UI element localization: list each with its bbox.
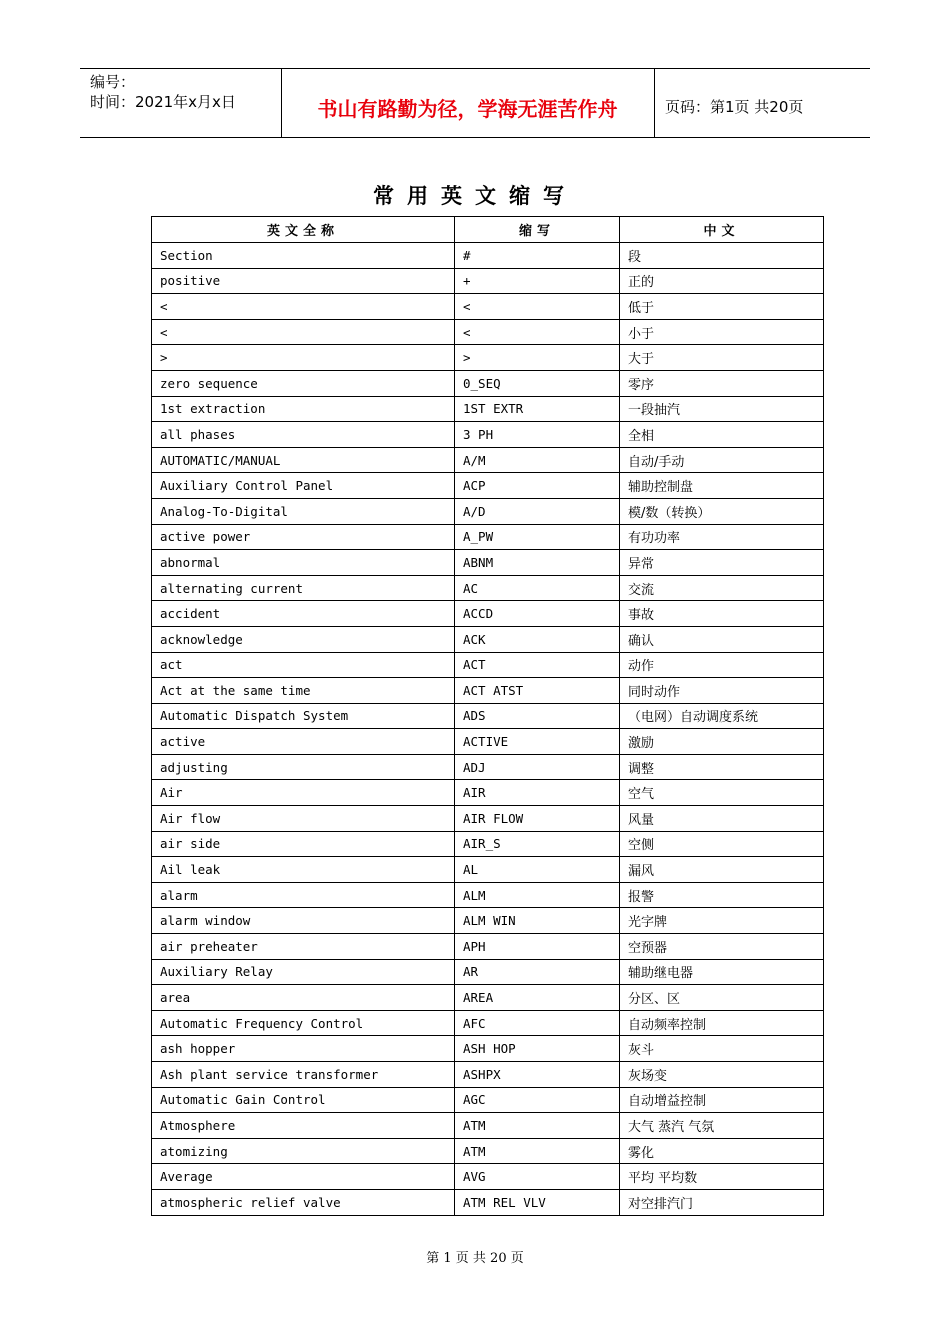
cell-chinese: 同时动作 <box>620 678 824 704</box>
cell-abbreviation: ATM <box>455 1138 620 1164</box>
cell-abbreviation: AC <box>455 575 620 601</box>
cell-full-name: accident <box>152 601 455 627</box>
cell-full-name: Analog-To-Digital <box>152 498 455 524</box>
cell-abbreviation: ACK <box>455 626 620 652</box>
cell-abbreviation: AREA <box>455 985 620 1011</box>
cell-chinese: 激励 <box>620 729 824 755</box>
cell-abbreviation: ADJ <box>455 754 620 780</box>
table-row <box>152 319 824 345</box>
cell-abbreviation: ASH HOP <box>455 1036 620 1062</box>
cell-abbreviation: AIR FLOW <box>455 806 620 832</box>
cell-abbreviation: ATM REL VLV <box>455 1189 620 1215</box>
cell-full-name: Air flow <box>152 806 455 832</box>
table-row <box>152 396 824 422</box>
table-row <box>152 908 824 934</box>
table-row <box>152 678 824 704</box>
cell-abbreviation: ACT ATST <box>455 678 620 704</box>
cell-full-name: act <box>152 652 455 678</box>
table-row <box>152 550 824 576</box>
table-row <box>152 780 824 806</box>
abbreviation-table <box>151 216 824 1216</box>
cell-abbreviation: AGC <box>455 1087 620 1113</box>
cell-abbreviation: A/M <box>455 447 620 473</box>
cell-full-name: active power <box>152 524 455 550</box>
cell-full-name: positive <box>152 268 455 294</box>
column-header-chinese: 中文 <box>620 217 824 243</box>
table-row <box>152 1087 824 1113</box>
page-header <box>80 68 870 138</box>
cell-full-name: Act at the same time <box>152 678 455 704</box>
cell-chinese: 异常 <box>620 550 824 576</box>
cell-full-name: < <box>152 319 455 345</box>
cell-chinese: 风量 <box>620 806 824 832</box>
cell-chinese: 全相 <box>620 422 824 448</box>
cell-full-name: area <box>152 985 455 1011</box>
cell-full-name: Air <box>152 780 455 806</box>
cell-chinese: 大气 蒸汽 气氛 <box>620 1113 824 1139</box>
cell-full-name: Auxiliary Control Panel <box>152 473 455 499</box>
cell-full-name: ash hopper <box>152 1036 455 1062</box>
column-header-abbreviation: 缩写 <box>455 217 620 243</box>
table-row <box>152 1036 824 1062</box>
cell-chinese: 灰场变 <box>620 1062 824 1088</box>
cell-chinese: 分区、区 <box>620 985 824 1011</box>
header-motto: 书山有路勤为径，学海无涯苦作舟 <box>317 97 618 121</box>
cell-full-name: zero sequence <box>152 370 455 396</box>
cell-full-name: < <box>152 294 455 320</box>
table-body <box>152 243 824 1216</box>
table-row <box>152 959 824 985</box>
table-row <box>152 626 824 652</box>
table-row <box>152 1164 824 1190</box>
table-row <box>152 575 824 601</box>
table-row <box>152 243 824 269</box>
header-meta-cell <box>80 69 282 137</box>
cell-chinese: 交流 <box>620 575 824 601</box>
document-date-label: 时间：2021年x月x日 <box>90 93 236 111</box>
table-row <box>152 882 824 908</box>
cell-chinese: 报警 <box>620 882 824 908</box>
cell-abbreviation: ASHPX <box>455 1062 620 1088</box>
cell-abbreviation: AFC <box>455 1010 620 1036</box>
cell-chinese: 空气 <box>620 780 824 806</box>
table-row <box>152 934 824 960</box>
cell-abbreviation: ACP <box>455 473 620 499</box>
cell-full-name: Section <box>152 243 455 269</box>
cell-abbreviation: ACCD <box>455 601 620 627</box>
cell-abbreviation: APH <box>455 934 620 960</box>
cell-full-name: 1st extraction <box>152 396 455 422</box>
cell-chinese: 小于 <box>620 319 824 345</box>
cell-abbreviation: AR <box>455 959 620 985</box>
cell-chinese: 光字牌 <box>620 908 824 934</box>
table-row <box>152 524 824 550</box>
cell-abbreviation: A_PW <box>455 524 620 550</box>
cell-full-name: acknowledge <box>152 626 455 652</box>
cell-abbreviation: ATM <box>455 1113 620 1139</box>
cell-abbreviation: 3 PH <box>455 422 620 448</box>
cell-abbreviation: AIR <box>455 780 620 806</box>
cell-full-name: Average <box>152 1164 455 1190</box>
cell-chinese: 调整 <box>620 754 824 780</box>
cell-abbreviation: 0_SEQ <box>455 370 620 396</box>
table-row <box>152 370 824 396</box>
page-footer: 第 1 页 共 20 页 <box>426 1251 524 1266</box>
cell-full-name: alternating current <box>152 575 455 601</box>
cell-full-name: AUTOMATIC/MANUAL <box>152 447 455 473</box>
cell-abbreviation: A/D <box>455 498 620 524</box>
table-row <box>152 473 824 499</box>
table-row <box>152 268 824 294</box>
table-row <box>152 754 824 780</box>
cell-abbreviation: # <box>455 243 620 269</box>
cell-chinese: 平均 平均数 <box>620 1164 824 1190</box>
cell-chinese: 动作 <box>620 652 824 678</box>
cell-full-name: Automatic Gain Control <box>152 1087 455 1113</box>
cell-chinese: 有功功率 <box>620 524 824 550</box>
cell-full-name: Automatic Dispatch System <box>152 703 455 729</box>
table-row <box>152 703 824 729</box>
table-row <box>152 1189 824 1215</box>
cell-chinese: 大于 <box>620 345 824 371</box>
cell-chinese: 空预器 <box>620 934 824 960</box>
table-row <box>152 422 824 448</box>
cell-chinese: 模/数（转换） <box>620 498 824 524</box>
cell-chinese: 对空排汽门 <box>620 1189 824 1215</box>
cell-chinese: 一段抽汽 <box>620 396 824 422</box>
cell-abbreviation: ACT <box>455 652 620 678</box>
cell-full-name: > <box>152 345 455 371</box>
cell-full-name: alarm <box>152 882 455 908</box>
cell-chinese: 低于 <box>620 294 824 320</box>
header-page-cell <box>655 69 870 137</box>
cell-full-name: air side <box>152 831 455 857</box>
table-row <box>152 601 824 627</box>
cell-chinese: 灰斗 <box>620 1036 824 1062</box>
table-row <box>152 985 824 1011</box>
cell-chinese: 段 <box>620 243 824 269</box>
cell-chinese: 空侧 <box>620 831 824 857</box>
table-row <box>152 857 824 883</box>
cell-abbreviation: 1ST EXTR <box>455 396 620 422</box>
cell-full-name: Ash plant service transformer <box>152 1062 455 1088</box>
table-row <box>152 806 824 832</box>
table-row <box>152 652 824 678</box>
cell-full-name: Ail leak <box>152 857 455 883</box>
header-page-info: 页码：第1页 共20页 <box>665 98 804 116</box>
cell-chinese: 正的 <box>620 268 824 294</box>
cell-chinese: 自动/手动 <box>620 447 824 473</box>
cell-abbreviation: < <box>455 319 620 345</box>
cell-chinese: 漏风 <box>620 857 824 883</box>
cell-full-name: Auxiliary Relay <box>152 959 455 985</box>
cell-chinese: 事故 <box>620 601 824 627</box>
cell-chinese: 辅助控制盘 <box>620 473 824 499</box>
cell-abbreviation: < <box>455 294 620 320</box>
document-number-label: 编号： <box>90 73 136 91</box>
cell-chinese: 辅助继电器 <box>620 959 824 985</box>
cell-full-name: atmospheric relief valve <box>152 1189 455 1215</box>
cell-full-name: atomizing <box>152 1138 455 1164</box>
table-row <box>152 1010 824 1036</box>
cell-full-name: active <box>152 729 455 755</box>
header-motto-cell <box>281 69 655 137</box>
cell-full-name: all phases <box>152 422 455 448</box>
cell-full-name: alarm window <box>152 908 455 934</box>
cell-full-name: air preheater <box>152 934 455 960</box>
cell-abbreviation: AL <box>455 857 620 883</box>
table-row <box>152 831 824 857</box>
table-row <box>152 1062 824 1088</box>
table-row <box>152 345 824 371</box>
cell-abbreviation: ALM WIN <box>455 908 620 934</box>
cell-chinese: （电网）自动调度系统 <box>620 703 824 729</box>
cell-chinese: 雾化 <box>620 1138 824 1164</box>
table-row <box>152 729 824 755</box>
cell-abbreviation: ALM <box>455 882 620 908</box>
table-row <box>152 1138 824 1164</box>
cell-abbreviation: AVG <box>455 1164 620 1190</box>
cell-abbreviation: > <box>455 345 620 371</box>
table-header-row <box>152 217 824 243</box>
cell-chinese: 自动增益控制 <box>620 1087 824 1113</box>
cell-abbreviation: ABNM <box>455 550 620 576</box>
cell-full-name: abnormal <box>152 550 455 576</box>
table-row <box>152 498 824 524</box>
cell-abbreviation: AIR_S <box>455 831 620 857</box>
cell-abbreviation: ACTIVE <box>455 729 620 755</box>
cell-full-name: adjusting <box>152 754 455 780</box>
cell-full-name: Atmosphere <box>152 1113 455 1139</box>
table-row <box>152 1113 824 1139</box>
cell-chinese: 确认 <box>620 626 824 652</box>
column-header-full-name: 英文全称 <box>152 217 455 243</box>
document-title: 常用英文缩写 <box>373 183 577 208</box>
cell-chinese: 零序 <box>620 370 824 396</box>
cell-abbreviation: ADS <box>455 703 620 729</box>
table-row <box>152 294 824 320</box>
table-row <box>152 447 824 473</box>
cell-abbreviation: + <box>455 268 620 294</box>
cell-full-name: Automatic Frequency Control <box>152 1010 455 1036</box>
cell-chinese: 自动频率控制 <box>620 1010 824 1036</box>
